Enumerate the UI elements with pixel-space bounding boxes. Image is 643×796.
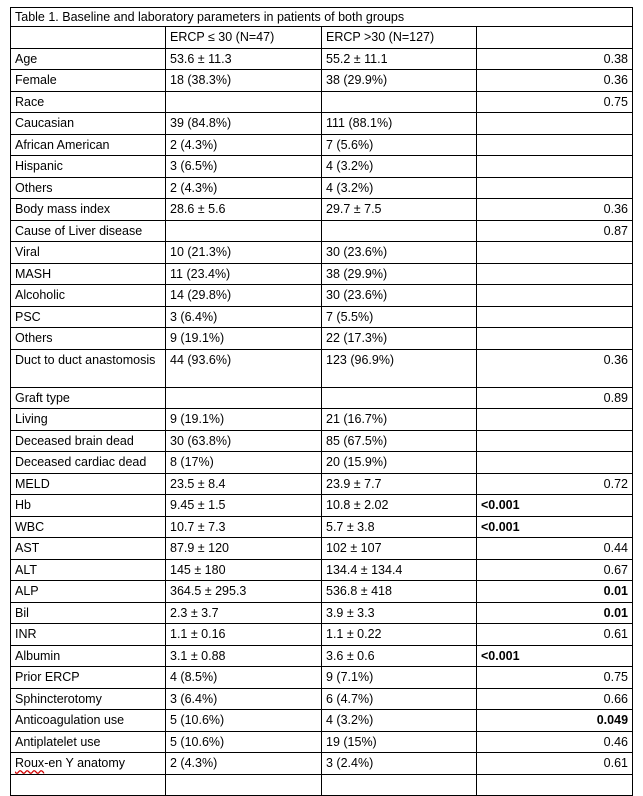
group2-value: 1.1 ± 0.22 xyxy=(322,624,477,646)
group1-value: 5 (10.6%) xyxy=(166,731,322,753)
row-label: Sphincterotomy xyxy=(11,688,166,710)
p-value: 0.61 xyxy=(477,624,633,646)
p-value: 0.75 xyxy=(477,91,633,113)
table-row xyxy=(11,430,633,452)
group1-value xyxy=(166,220,322,242)
p-value: 0.61 xyxy=(477,753,633,775)
group1-value: 9 (19.1%) xyxy=(166,328,322,350)
row-label: Antiplatelet use xyxy=(11,731,166,753)
table-row xyxy=(11,774,633,796)
group1-value: 18 (38.3%) xyxy=(166,70,322,92)
group1-value: 145 ± 180 xyxy=(166,559,322,581)
row-label: Others xyxy=(11,328,166,350)
header-label-cell xyxy=(11,27,166,49)
table-row xyxy=(11,91,633,113)
row-label: WBC xyxy=(11,516,166,538)
group1-value: 23.5 ± 8.4 xyxy=(166,473,322,495)
table-row xyxy=(11,220,633,242)
group2-value: 22 (17.3%) xyxy=(322,328,477,350)
group2-value: 21 (16.7%) xyxy=(322,409,477,431)
row-label: AST xyxy=(11,538,166,560)
group1-value: 364.5 ± 295.3 xyxy=(166,581,322,603)
table-row xyxy=(11,753,633,775)
p-value xyxy=(477,452,633,474)
table-row xyxy=(11,688,633,710)
row-label: Albumin xyxy=(11,645,166,667)
group2-value: 5.7 ± 3.8 xyxy=(322,516,477,538)
header-p-value xyxy=(477,27,633,49)
group2-value xyxy=(322,387,477,409)
group2-value: 38 (29.9%) xyxy=(322,263,477,285)
group1-value: 2 (4.3%) xyxy=(166,753,322,775)
group1-value: 11 (23.4%) xyxy=(166,263,322,285)
row-label: Roux-en Y anatomy xyxy=(11,753,166,775)
table-row xyxy=(11,495,633,517)
group1-value xyxy=(166,774,322,796)
p-value xyxy=(477,113,633,135)
group2-value: 10.8 ± 2.02 xyxy=(322,495,477,517)
row-label: Anticoagulation use xyxy=(11,710,166,732)
p-value xyxy=(477,409,633,431)
group2-value: 38 (29.9%) xyxy=(322,70,477,92)
table-row xyxy=(11,516,633,538)
group1-value: 87.9 ± 120 xyxy=(166,538,322,560)
p-value: <0.001 xyxy=(477,516,633,538)
group2-value: 111 (88.1%) xyxy=(322,113,477,135)
group1-value: 3 (6.5%) xyxy=(166,156,322,178)
row-label: Deceased cardiac dead xyxy=(11,452,166,474)
group2-value: 4 (3.2%) xyxy=(322,710,477,732)
group2-value: 6 (4.7%) xyxy=(322,688,477,710)
p-value: 0.36 xyxy=(477,349,633,387)
table-row xyxy=(11,70,633,92)
table-row xyxy=(11,581,633,603)
group2-value: 85 (67.5%) xyxy=(322,430,477,452)
table-row xyxy=(11,387,633,409)
group2-value: 4 (3.2%) xyxy=(322,156,477,178)
p-value: 0.72 xyxy=(477,473,633,495)
table-row xyxy=(11,349,633,387)
table-row xyxy=(11,602,633,624)
group2-value: 3.9 ± 3.3 xyxy=(322,602,477,624)
group1-value: 8 (17%) xyxy=(166,452,322,474)
group2-value: 7 (5.6%) xyxy=(322,134,477,156)
row-label: Hb xyxy=(11,495,166,517)
row-label: Hispanic xyxy=(11,156,166,178)
row-label: Graft type xyxy=(11,387,166,409)
row-label: Female xyxy=(11,70,166,92)
row-label: MASH xyxy=(11,263,166,285)
group1-value: 28.6 ± 5.6 xyxy=(166,199,322,221)
p-value: 0.46 xyxy=(477,731,633,753)
table-row xyxy=(11,452,633,474)
table-row xyxy=(11,134,633,156)
row-label: INR xyxy=(11,624,166,646)
table-row xyxy=(11,559,633,581)
group1-value: 5 (10.6%) xyxy=(166,710,322,732)
table-title-row xyxy=(11,8,633,27)
row-label xyxy=(11,774,166,796)
p-value xyxy=(477,774,633,796)
row-label: Others xyxy=(11,177,166,199)
group2-value: 19 (15%) xyxy=(322,731,477,753)
group2-value: 4 (3.2%) xyxy=(322,177,477,199)
table-row xyxy=(11,645,633,667)
group2-value: 3.6 ± 0.6 xyxy=(322,645,477,667)
group1-value: 30 (63.8%) xyxy=(166,430,322,452)
group1-value: 2 (4.3%) xyxy=(166,177,322,199)
group2-value: 536.8 ± 418 xyxy=(322,581,477,603)
group2-value: 30 (23.6%) xyxy=(322,285,477,307)
spellcheck-underline: Roux xyxy=(15,756,45,770)
p-value xyxy=(477,263,633,285)
row-label: Cause of Liver disease xyxy=(11,220,166,242)
group1-value: 2.3 ± 3.7 xyxy=(166,602,322,624)
row-label: Deceased brain dead xyxy=(11,430,166,452)
table-row xyxy=(11,263,633,285)
row-label: Prior ERCP xyxy=(11,667,166,689)
group2-value: 23.9 ± 7.7 xyxy=(322,473,477,495)
table-row xyxy=(11,624,633,646)
group2-value: 123 (96.9%) xyxy=(322,349,477,387)
p-value xyxy=(477,306,633,328)
row-label: Caucasian xyxy=(11,113,166,135)
p-value: 0.75 xyxy=(477,667,633,689)
p-value xyxy=(477,328,633,350)
p-value: <0.001 xyxy=(477,645,633,667)
group1-value: 3.1 ± 0.88 xyxy=(166,645,322,667)
group2-value xyxy=(322,220,477,242)
p-value: 0.049 xyxy=(477,710,633,732)
group2-value: 102 ± 107 xyxy=(322,538,477,560)
group1-value: 9.45 ± 1.5 xyxy=(166,495,322,517)
row-label: Race xyxy=(11,91,166,113)
group2-value: 30 (23.6%) xyxy=(322,242,477,264)
header-group2: ERCP >30 (N=127) xyxy=(322,27,477,49)
group1-value: 10.7 ± 7.3 xyxy=(166,516,322,538)
table-row xyxy=(11,473,633,495)
group2-value: 7 (5.5%) xyxy=(322,306,477,328)
p-value: <0.001 xyxy=(477,495,633,517)
row-label: MELD xyxy=(11,473,166,495)
row-label: PSC xyxy=(11,306,166,328)
table-row xyxy=(11,199,633,221)
p-value xyxy=(477,156,633,178)
p-value: 0.36 xyxy=(477,70,633,92)
p-value: 0.01 xyxy=(477,581,633,603)
group2-value: 55.2 ± 11.1 xyxy=(322,48,477,70)
row-label: Bil xyxy=(11,602,166,624)
header-group1: ERCP ≤ 30 (N=47) xyxy=(166,27,322,49)
row-label: ALP xyxy=(11,581,166,603)
p-value xyxy=(477,134,633,156)
group1-value: 53.6 ± 11.3 xyxy=(166,48,322,70)
group1-value: 39 (84.8%) xyxy=(166,113,322,135)
p-value: 0.67 xyxy=(477,559,633,581)
table-row xyxy=(11,48,633,70)
p-value: 0.01 xyxy=(477,602,633,624)
p-value: 0.89 xyxy=(477,387,633,409)
p-value xyxy=(477,242,633,264)
row-label: Duct to duct anastomosis xyxy=(11,349,166,387)
table-header-row xyxy=(11,27,633,49)
group1-value: 2 (4.3%) xyxy=(166,134,322,156)
table-row xyxy=(11,667,633,689)
group2-value: 29.7 ± 7.5 xyxy=(322,199,477,221)
table-row xyxy=(11,731,633,753)
row-label: African American xyxy=(11,134,166,156)
table-row xyxy=(11,177,633,199)
table-row xyxy=(11,538,633,560)
p-value xyxy=(477,285,633,307)
row-label: Living xyxy=(11,409,166,431)
group1-value xyxy=(166,387,322,409)
group1-value xyxy=(166,91,322,113)
table-row xyxy=(11,306,633,328)
table-row xyxy=(11,710,633,732)
p-value: 0.44 xyxy=(477,538,633,560)
table-row xyxy=(11,113,633,135)
p-value: 0.38 xyxy=(477,48,633,70)
group1-value: 14 (29.8%) xyxy=(166,285,322,307)
group2-value: 134.4 ± 134.4 xyxy=(322,559,477,581)
row-label: Body mass index xyxy=(11,199,166,221)
row-label: Alcoholic xyxy=(11,285,166,307)
table-row xyxy=(11,156,633,178)
row-label: Viral xyxy=(11,242,166,264)
group2-value xyxy=(322,774,477,796)
row-label: Age xyxy=(11,48,166,70)
table-row xyxy=(11,242,633,264)
p-value: 0.66 xyxy=(477,688,633,710)
table-row xyxy=(11,409,633,431)
p-value: 0.36 xyxy=(477,199,633,221)
group2-value: 9 (7.1%) xyxy=(322,667,477,689)
group1-value: 10 (21.3%) xyxy=(166,242,322,264)
group1-value: 3 (6.4%) xyxy=(166,688,322,710)
group2-value xyxy=(322,91,477,113)
p-value xyxy=(477,430,633,452)
group2-value: 20 (15.9%) xyxy=(322,452,477,474)
group1-value: 3 (6.4%) xyxy=(166,306,322,328)
group1-value: 44 (93.6%) xyxy=(166,349,322,387)
group1-value: 1.1 ± 0.16 xyxy=(166,624,322,646)
group1-value: 4 (8.5%) xyxy=(166,667,322,689)
table-title: Table 1. Baseline and laboratory parameters in patients of both groups xyxy=(11,8,633,27)
baseline-parameters-table xyxy=(10,7,633,796)
group2-value: 3 (2.4%) xyxy=(322,753,477,775)
table-row xyxy=(11,285,633,307)
row-label: ALT xyxy=(11,559,166,581)
group1-value: 9 (19.1%) xyxy=(166,409,322,431)
p-value xyxy=(477,177,633,199)
table-row xyxy=(11,328,633,350)
p-value: 0.87 xyxy=(477,220,633,242)
